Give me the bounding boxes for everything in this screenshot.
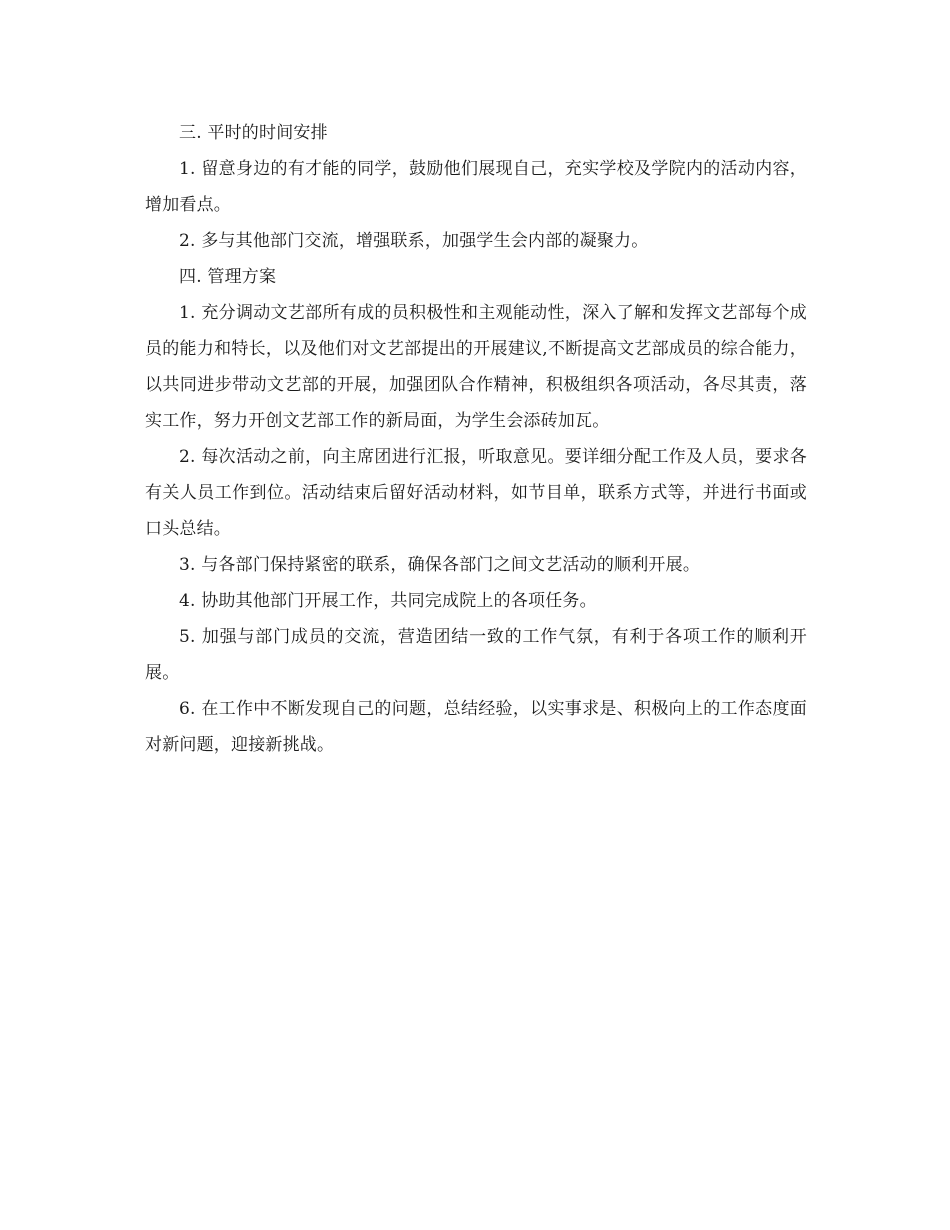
paragraph-management-item-2: 2. 每次活动之前，向主席团进行汇报，听取意见。要详细分配工作及人员，要求各有关人员工作到位。活动结束后留好活动材料，如节目单，联系方式等，并进行书面或口头总结。 xyxy=(145,447,807,539)
paragraph-management-item-1: 1. 充分调动文艺部所有成的员积极性和主观能动性，深入了解和发挥文艺部每个成员的能力和特长，以及他们对文艺部提出的开展建议,不断提高文艺部成员的综合能力，以共同进步带动文艺部的开展，加强团队合作精神，积极组织各项活动，各尽其责，落实工作，努力开创文艺部工作的新局面，为学生会添砖加瓦。 xyxy=(145,303,807,431)
paragraph-management-item-3: 3. 与各部门保持紧密的联系，确保各部门之间文艺活动的顺利开展。 xyxy=(179,555,701,575)
paragraph-management-item-4: 4. 协助其他部门开展工作，共同完成院上的各项任务。 xyxy=(179,591,597,611)
section-heading-management-plan: 四. 管理方案 xyxy=(179,267,277,287)
paragraph-schedule-item-2: 2. 多与其他部门交流，增强联系，加强学生会内部的凝聚力。 xyxy=(179,231,649,251)
section-heading-daily-schedule: 三. 平时的时间安排 xyxy=(179,123,328,143)
paragraph-management-item-5: 5. 加强与部门成员的交流，营造团结一致的工作气氛，有利于各项工作的顺利开展。 xyxy=(145,627,807,683)
paragraph-management-item-6: 6. 在工作中不断发现自己的问题，总结经验，以实事求是、积极向上的工作态度面对新问题，迎接新挑战。 xyxy=(145,699,807,755)
paragraph-schedule-item-1: 1. 留意身边的有才能的同学，鼓励他们展现自己，充实学校及学院内的活动内容，增加看点。 xyxy=(145,159,807,215)
document-body xyxy=(145,115,807,763)
